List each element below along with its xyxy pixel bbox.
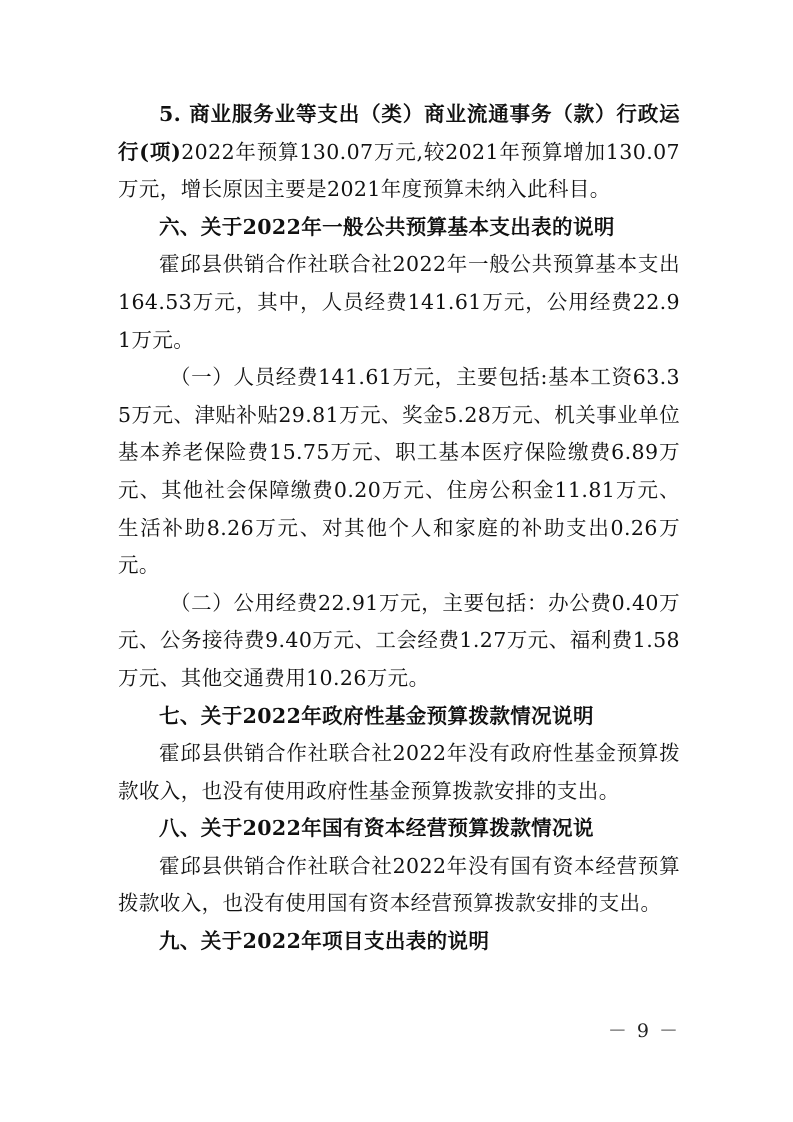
item-5-paragraph xyxy=(118,96,680,209)
section-9-heading: 九、关于2022年项目支出表的说明 xyxy=(159,929,490,954)
page-number: － 9 － xyxy=(607,1020,680,1042)
section-6-personnel-paragraph: （一）人员经费141.61万元，主要包括:基本工资63.35万元、津贴补贴29.81万元、奖金5.28万元、机关事业单位基本养老保险费15.75万元、职工基本医疗保险缴费6.89万元、其他社会保障缴费0.20万元、住房公积金11.81万元、生活补助8.26万元、对其他个人和家庭的补助支出0.26万元。 xyxy=(118,365,680,578)
section-8-text: 霍邱县供销合作社联合社2022年没有国有资本经营预算拨款收入，也没有使用国有资本经营预算拨款安排的支出。 xyxy=(118,853,680,916)
section-6-heading: 六、关于2022年一般公共预算基本支出表的说明 xyxy=(159,214,615,239)
section-6-intro: 霍邱县供销合作社联合社2022年一般公共预算基本支出164.53万元，其中，人员经费141.61万元，公用经费22.91万元。 xyxy=(118,252,680,352)
item-5-lead: 5. 商业服务业等支出（类）商业流通事务（款）行政运行(项) xyxy=(118,102,680,164)
section-7-text: 霍邱县供销合作社联合社2022年没有政府性基金预算拨款收入，也没有使用政府性基金预算拨款安排的支出。 xyxy=(118,741,680,803)
item-5-text: 2022年预算130.07万元,较2021年预算增加130.07万元，增长原因主要是2021年度预算未纳入此科目。 xyxy=(118,139,680,202)
section-7-heading: 七、关于2022年政府性基金预算拨款情况说明 xyxy=(159,703,594,728)
section-6-public-paragraph: （二）公用经费22.91万元，主要包括：办公费0.40万元、公务接待费9.40万元、工会经费1.27万元、福利费1.58万元、其他交通费用10.26万元。 xyxy=(118,590,680,690)
document-body xyxy=(118,96,680,961)
section-8-heading: 八、关于2022年国有资本经营预算拨款情况说 xyxy=(159,816,594,841)
